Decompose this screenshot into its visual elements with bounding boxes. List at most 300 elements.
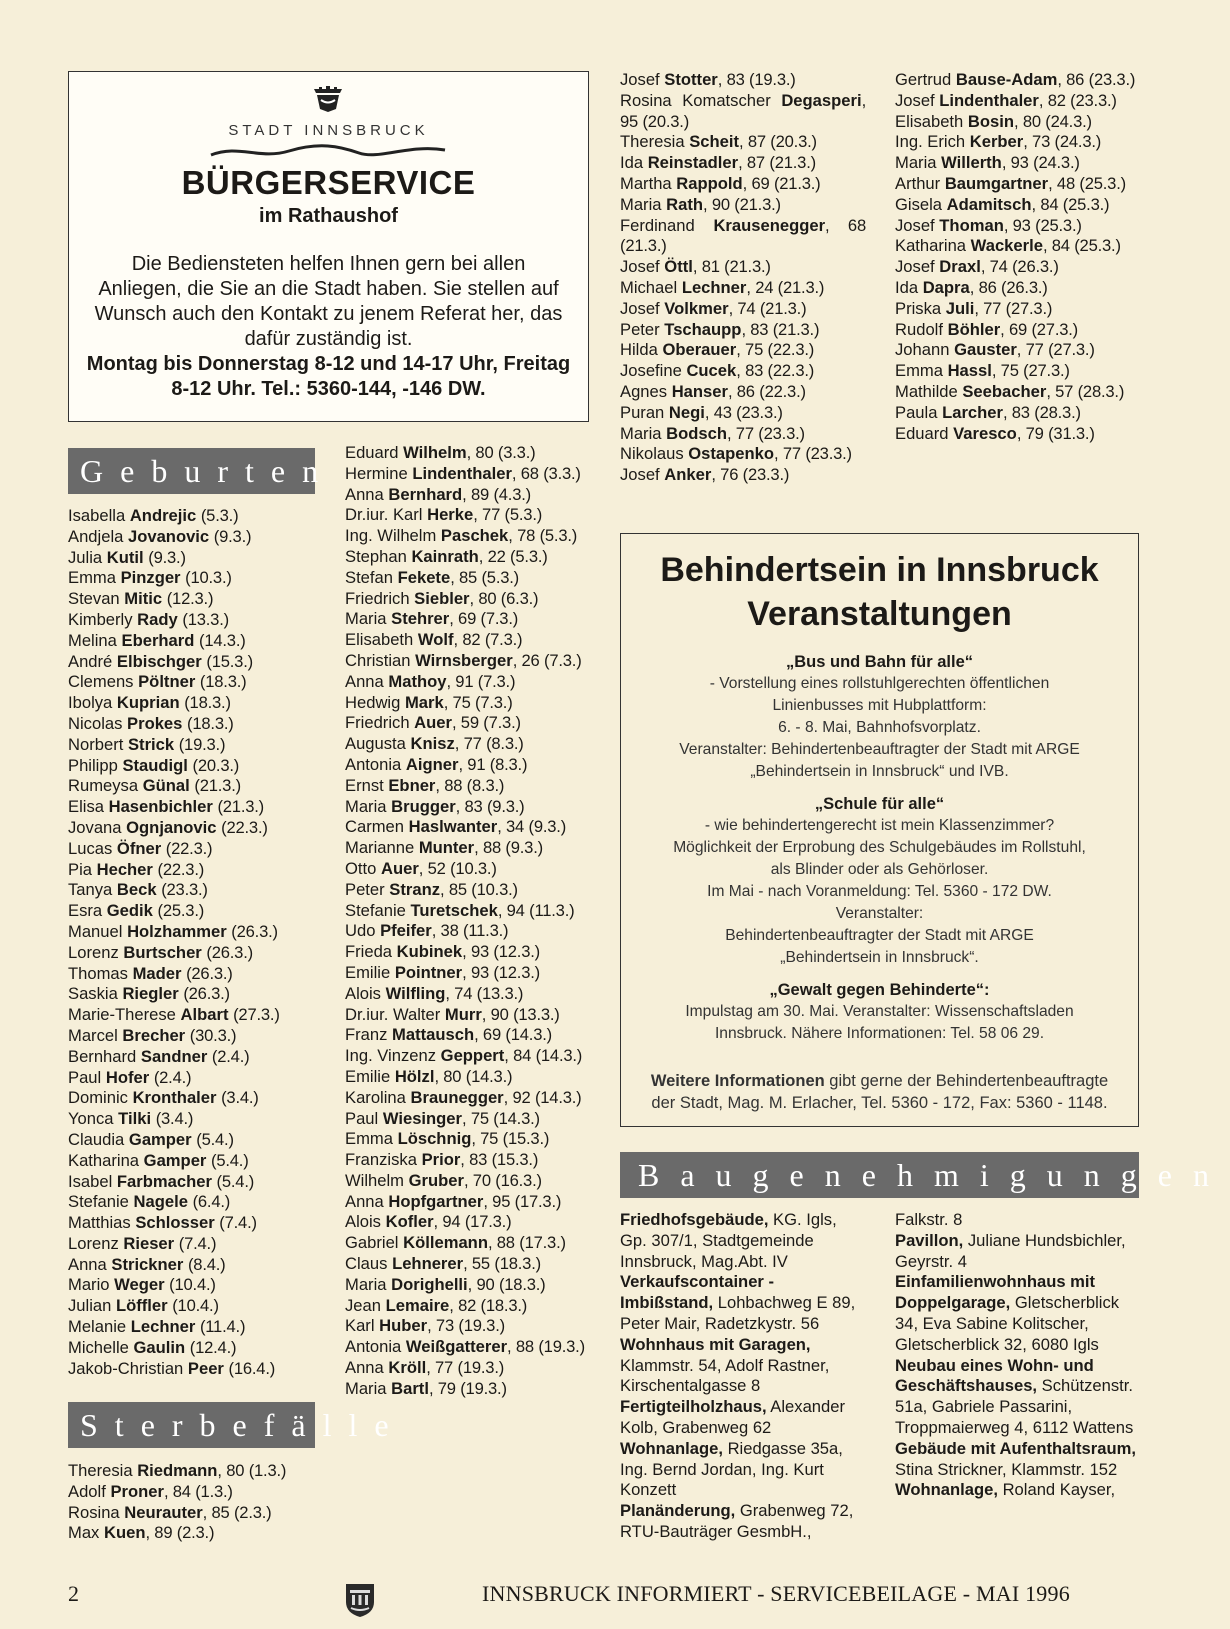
event-line: Innsbruck. Nähere Informationen: Tel. 58 06 29. (714, 1025, 1045, 1042)
age-date: , 80 (6.3.) (469, 588, 539, 608)
permit-item (620, 1439, 866, 1501)
first-name: Matthias (68, 1213, 131, 1233)
last-name: Löschnig (397, 1129, 472, 1149)
first-name: Claus (345, 1254, 388, 1274)
footer-title: INNSBRUCK INFORMIERT - SERVICEBEILAGE - MAI 1996 (482, 1581, 1070, 1606)
first-name: Josef (620, 298, 660, 318)
first-name: Lucas (68, 838, 113, 858)
date: (13.3.) (182, 609, 229, 629)
first-name: Jovana (68, 817, 122, 837)
last-name: Oberauer (662, 340, 737, 360)
buergerservice-subtitle: im Rathaushof (259, 205, 398, 227)
date: (8.4.) (187, 1254, 226, 1274)
sterbefaelle-list-1 (68, 1461, 330, 1544)
last-name: Beck (116, 880, 157, 900)
buergerservice-box (68, 71, 589, 422)
date: (26.3.) (183, 984, 230, 1004)
age-date: , 68 (21.3.) (620, 215, 866, 256)
list-item (620, 70, 866, 91)
permit-item (895, 1480, 1139, 1501)
list-item (895, 132, 1139, 153)
last-name: Lehnerer (392, 1254, 464, 1274)
last-name: Burtscher (123, 942, 202, 962)
list-item (895, 278, 1139, 299)
list-item (68, 527, 330, 548)
last-name: Bause-Adam (955, 70, 1058, 89)
list-item (895, 236, 1139, 257)
first-name: Franziska (345, 1150, 417, 1170)
date: (16.4.) (228, 1358, 276, 1378)
event-item (629, 793, 1130, 969)
list-item (345, 713, 591, 734)
last-name: Dorighelli (391, 1274, 468, 1294)
permit-details: Riedgasse 35a, Ing. Bernd Jordan, Ing. Kurt Konzett (620, 1438, 843, 1500)
age-date: , 75 (15.3.) (471, 1129, 550, 1149)
last-name: Fekete (397, 567, 451, 587)
list-item (620, 444, 866, 465)
first-name: Nikolaus (620, 444, 684, 464)
age-date: , 57 (28.3.) (1046, 381, 1125, 401)
age-date: , 74 (26.3.) (980, 257, 1059, 277)
last-name: Gedik (106, 901, 153, 921)
last-name: Köllemann (403, 1233, 488, 1253)
last-name: Aigner (405, 754, 459, 774)
first-name: Anna (345, 484, 384, 504)
event-line: - Vorstellung eines rollstuhlgerechten öffentlichen (709, 675, 1050, 692)
first-name: Karl (345, 1316, 375, 1336)
baugenehmigungen-list-1 (620, 1210, 866, 1543)
first-name: Katharina (68, 1150, 140, 1170)
permit-type: Gebäude mit Aufenthaltsraum, (895, 1438, 1136, 1458)
first-name: Maria (345, 609, 387, 629)
list-item (895, 424, 1139, 445)
age-date: , 82 (7.3.) (453, 630, 523, 650)
first-name: Emma (345, 1129, 393, 1149)
first-name: Jakob-Christian (68, 1358, 184, 1378)
last-name: Adamitsch (946, 194, 1032, 214)
date: (26.3.) (231, 921, 278, 941)
date: (9.3.) (148, 547, 186, 567)
age-date: , 80 (24.3.) (1014, 111, 1092, 131)
last-name: Lemaire (385, 1295, 450, 1315)
age-date: , 79 (31.3.) (1016, 423, 1095, 443)
last-name: Holzhammer (127, 921, 227, 941)
first-name: Dominic (68, 1088, 128, 1108)
last-name: Degasperi (781, 90, 862, 110)
date: (5.3.) (200, 506, 239, 525)
last-name: Brugger (391, 796, 456, 816)
last-name: Bernhard (388, 484, 463, 504)
age-date: , 92 (14.3.) (503, 1087, 582, 1107)
last-name: Draxl (939, 257, 981, 277)
permit-type: Fertigteilholzhaus, (620, 1397, 767, 1417)
date: (21.3.) (217, 797, 264, 817)
list-item (345, 797, 591, 818)
date: (2.4.) (153, 1067, 192, 1087)
last-name: Kainrath (411, 546, 479, 566)
first-name: Stefan (345, 567, 393, 587)
section-header-sterbefaelle: Sterbefälle (68, 1402, 315, 1448)
list-item (620, 278, 866, 299)
last-name: Reinstadler (647, 153, 739, 173)
last-name: Varesco (953, 423, 1017, 443)
age-date: , 73 (24.3.) (1023, 132, 1102, 152)
list-item (895, 257, 1139, 278)
list-item (345, 1379, 591, 1400)
first-name: Theresia (620, 132, 685, 152)
age-date: , 89 (2.3.) (145, 1523, 215, 1543)
permit-item (895, 1272, 1139, 1355)
last-name: Rady (137, 609, 178, 629)
list-item (345, 1150, 591, 1171)
first-name: Claudia (68, 1129, 125, 1149)
age-date: , 88 (8.3.) (435, 775, 505, 795)
buergerservice-body: Die Bediensteten helfen Ihnen gern bei allen Anliegen, die Sie an die Stadt haben. Sie stellen auf Wunsch auch den Kontakt zu jenem Referat her, das dafür zuständig ist. (94, 253, 563, 350)
age-date: , 87 (21.3.) (738, 153, 816, 173)
list-item (895, 112, 1139, 133)
first-name: Maria (620, 423, 662, 443)
date: (7.4.) (178, 1233, 217, 1253)
age-date: , 94 (17.3.) (433, 1212, 512, 1232)
first-name: Gertrud (895, 70, 952, 89)
first-name: Emilie (345, 1066, 391, 1086)
first-name: Ibolya (68, 693, 113, 713)
last-name: Herke (427, 505, 474, 525)
event-line: 6. - 8. Mai, Bahnhofsvorplatz. (778, 719, 981, 736)
last-name: Elbischger (116, 651, 202, 671)
first-name: Augusta (345, 734, 406, 754)
last-name: Rath (666, 194, 703, 214)
first-name: Arthur (895, 173, 941, 193)
last-name: Knisz (410, 734, 455, 754)
last-name: Hopfgartner (388, 1191, 484, 1211)
event-title: „Schule für alle“ (814, 795, 945, 813)
list-item (345, 817, 591, 838)
age-date: , 83 (9.3.) (455, 796, 525, 816)
last-name: Wolf (417, 630, 454, 650)
first-name: Josefine (620, 361, 682, 381)
event-line: Möglichkeit der Erprobung des Schulgebäudes im Rollstuhl, (673, 839, 1086, 856)
event-item (629, 651, 1130, 783)
first-name: Alois (345, 983, 381, 1003)
first-name: Clemens (68, 672, 134, 692)
list-item (68, 1005, 330, 1026)
list-item (68, 714, 330, 735)
geburten-list (68, 506, 330, 1379)
last-name: Seebacher (962, 381, 1047, 401)
last-name: Mark (404, 692, 444, 712)
permit-details: Grabenweg 72, RTU-Bauträger GesmbH., (620, 1501, 854, 1541)
list-item (345, 609, 591, 630)
list-item (68, 1109, 330, 1130)
event-line: Impulstag am 30. Mai. Veranstalter: Wissenschaftsladen (685, 1003, 1074, 1020)
list-item (345, 1254, 591, 1275)
date: (10.4.) (169, 1275, 216, 1295)
last-name: Pöltner (138, 672, 196, 692)
age-date: , 22 (5.3.) (478, 546, 548, 566)
first-name: Paul (345, 1108, 379, 1128)
list-item (895, 153, 1139, 174)
date: (21.3.) (194, 776, 241, 796)
permit-type: Wohnhaus mit Garagen, (620, 1334, 811, 1354)
list-item (345, 672, 591, 693)
date: (9.3.) (213, 526, 252, 546)
list-item (68, 672, 330, 693)
date: (22.3.) (165, 838, 213, 858)
permit-item (895, 1439, 1139, 1481)
first-name: Rudolf (895, 319, 943, 339)
permit-item (620, 1335, 866, 1397)
last-name: Hölzl (394, 1066, 435, 1086)
first-name: Hermine (345, 463, 408, 483)
list-item (345, 485, 591, 506)
age-date: , 84 (25.3.) (1042, 236, 1121, 256)
first-name: Marie-Therese (68, 1005, 176, 1025)
first-name: Josef (895, 90, 935, 110)
first-name: Julia (68, 547, 103, 567)
last-name: Rappold (676, 173, 743, 193)
more-info-line1: gibt gerne der Behindertenbeauftragte (824, 1072, 1109, 1090)
last-name: Gauster (954, 340, 1017, 360)
list-item (68, 568, 330, 589)
date: (11.4.) (199, 1317, 246, 1337)
list-item (620, 174, 866, 195)
first-name: Anna (345, 1358, 384, 1378)
last-name: Stehrer (391, 609, 450, 629)
last-name: Gamper (143, 1150, 207, 1170)
first-name: Emma (68, 568, 116, 588)
list-item (68, 1234, 330, 1255)
page-number: 2 (68, 1581, 79, 1606)
last-name: Baumgartner (944, 173, 1049, 193)
first-name: Nicolas (68, 713, 123, 733)
age-date: , 69 (7.3.) (449, 609, 519, 629)
last-name: Hassl (947, 361, 992, 381)
first-name: Rosina Komatscher (620, 90, 771, 110)
permit-type: Planänderung, (620, 1501, 736, 1521)
list-item (68, 818, 330, 839)
event-line: als Blinder oder als Gehörloser. (770, 861, 989, 878)
last-name: Scheit (689, 132, 739, 152)
last-name: Turetschek (410, 900, 498, 920)
list-item (620, 403, 866, 424)
last-name: Kuprian (116, 693, 180, 713)
age-date: , 77 (8.3.) (454, 734, 524, 754)
event-line: Veranstalter: Behindertenbeauftragter der Stadt mit ARGE (679, 741, 1080, 758)
permit-details: Klammstr. 54, Adolf Rastner, Kirschentalgasse 8 (620, 1355, 830, 1396)
age-date: , 83 (21.3.) (741, 319, 820, 339)
first-name: Johann (895, 340, 950, 360)
more-info-label: Weitere Informationen (650, 1072, 825, 1090)
last-name: Dapra (922, 277, 970, 297)
last-name: Paschek (440, 526, 509, 546)
last-name: Bodsch (666, 423, 727, 443)
first-name: Saskia (68, 984, 118, 1004)
last-name: Ognjanovic (126, 817, 217, 837)
last-name: Prokes (127, 713, 183, 733)
date: (22.3.) (221, 817, 268, 837)
last-name: Willerth (941, 153, 1002, 173)
first-name: Ing. Wilhelm (345, 526, 437, 546)
first-name: Lorenz (68, 1233, 119, 1253)
first-name: Elisabeth (895, 111, 964, 131)
first-name: Thomas (68, 963, 128, 983)
innsbruck-crest-icon (312, 85, 344, 113)
first-name: Friedrich (345, 588, 410, 608)
first-name: Elisa (68, 797, 104, 817)
first-name: Gabriel (345, 1233, 399, 1253)
list-item (620, 195, 866, 216)
age-date: , 91 (7.3.) (446, 671, 516, 691)
last-name: Stotter (664, 70, 718, 89)
last-name: Braunegger (410, 1087, 504, 1107)
list-item (345, 776, 591, 797)
age-date: , 77 (5.3.) (473, 505, 543, 525)
first-name: Pia (68, 859, 92, 879)
age-date: , 69 (14.3.) (474, 1025, 552, 1045)
last-name: Krausenegger (713, 215, 826, 235)
list-item (620, 257, 866, 278)
first-name: Christian (345, 650, 411, 670)
last-name: Sandner (140, 1046, 208, 1066)
list-item (68, 506, 330, 527)
list-item (345, 443, 591, 464)
permit-item (895, 1356, 1139, 1439)
first-name: Ida (620, 153, 644, 173)
first-name: Mario (68, 1275, 110, 1295)
age-date: , 83 (15.3.) (460, 1150, 539, 1170)
age-date: , 75 (14.3.) (462, 1108, 540, 1128)
first-name: Kimberly (68, 609, 133, 629)
last-name: Schlosser (135, 1213, 215, 1233)
last-name: Wackerle (970, 236, 1043, 256)
last-name: Mattausch (392, 1025, 475, 1045)
age-date: , 77 (23.3.) (774, 444, 852, 464)
age-date: , 84 (14.3.) (504, 1046, 583, 1066)
first-name: Lorenz (68, 942, 119, 962)
last-name: Ostapenko (688, 444, 775, 464)
last-name: Pinzger (120, 568, 181, 588)
permit-type: Neubau eines Wohn- und Geschäftshauses, (895, 1355, 1094, 1396)
list-item (345, 526, 591, 547)
first-name: Isabel (68, 1171, 113, 1191)
list-item (68, 589, 330, 610)
age-date: , 69 (21.3.) (742, 173, 821, 193)
list-item (68, 1482, 330, 1503)
permit-details: Lohbachweg E 89, Peter Mair, Radetzkystr. 56 (620, 1293, 856, 1333)
first-name: Julian (68, 1296, 112, 1316)
last-name: Peer (187, 1358, 224, 1378)
age-date: , 74 (21.3.) (728, 298, 807, 318)
date: (30.3.) (189, 1025, 237, 1045)
first-name: Melina (68, 630, 117, 650)
last-name: Haslwanter (408, 817, 498, 837)
list-item (345, 464, 591, 485)
last-name: Murr (444, 1004, 482, 1024)
age-date: , 52 (10.3.) (418, 858, 497, 878)
event-title: „Gewalt gegen Behinderte“: (769, 981, 990, 999)
age-date: , 38 (11.3.) (431, 921, 509, 941)
age-date: , 83 (19.3.) (717, 70, 796, 89)
last-name: Kutil (106, 547, 144, 567)
first-name: Josef (895, 215, 935, 235)
first-name: Michael (620, 277, 678, 297)
permit-details: KG. Igls, Gp. 307/1, Stadtgemeinde Innsbruck, Mag.Abt. IV (620, 1210, 837, 1271)
list-item (68, 1192, 330, 1213)
age-date: , 85 (2.3.) (202, 1502, 272, 1522)
first-name: Rumeysa (68, 776, 139, 796)
age-date: , 85 (5.3.) (450, 567, 520, 587)
last-name: Tschaupp (664, 319, 742, 339)
last-name: Bosin (967, 111, 1014, 131)
age-date: , 90 (21.3.) (703, 194, 781, 214)
last-name: Wiesinger (382, 1108, 462, 1128)
list-item (68, 631, 330, 652)
date: (27.3.) (233, 1005, 280, 1025)
age-date: , 94 (11.3.) (497, 900, 575, 920)
first-name: Anna (345, 1191, 384, 1211)
first-name: Jean (345, 1295, 381, 1315)
list-item (345, 901, 591, 922)
permit-item (620, 1501, 866, 1543)
last-name: Hecher (96, 859, 153, 879)
list-item (345, 984, 591, 1005)
first-name: Elisabeth (345, 630, 414, 650)
first-name: Ferdinand (620, 215, 695, 235)
list-item (68, 1317, 330, 1338)
first-name: Otto (345, 858, 377, 878)
first-name: Paula (895, 402, 938, 422)
list-item (345, 1233, 591, 1254)
date: (10.4.) (172, 1296, 219, 1316)
age-date: , 77 (19.3.) (426, 1358, 505, 1378)
first-name: Stephan (345, 546, 407, 566)
list-item (68, 839, 330, 860)
list-item (345, 1046, 591, 1067)
age-date: , 55 (18.3.) (463, 1254, 541, 1274)
permit-item (895, 1231, 1139, 1273)
list-item (68, 1213, 330, 1234)
last-name: Mader (132, 963, 182, 983)
list-item (68, 756, 330, 777)
age-date: , 84 (1.3.) (163, 1481, 233, 1501)
age-date: , 73 (19.3.) (427, 1316, 505, 1336)
permit-type: Friedhofsgebäude, (620, 1210, 769, 1229)
permit-type: Pavillon, (895, 1230, 964, 1250)
list-item (68, 901, 330, 922)
date: (3.4.) (155, 1109, 194, 1129)
last-name: Weißgatterer (405, 1337, 508, 1357)
list-item (68, 1047, 330, 1068)
last-name: Ebner (388, 775, 436, 795)
age-date: , 93 (12.3.) (462, 962, 540, 982)
list-item (68, 693, 330, 714)
permit-details: Gletscherblick 34, Eva Sabine Kolitscher, Gletscherblick 32, 6080 Igls (895, 1293, 1120, 1354)
list-item (68, 922, 330, 943)
age-date: , 79 (19.3.) (428, 1378, 507, 1398)
last-name: Negi (668, 402, 705, 422)
first-name: Hedwig (345, 692, 401, 712)
first-name: Adolf (68, 1481, 106, 1501)
first-name: Eduard (895, 423, 949, 443)
list-item (345, 1337, 591, 1358)
list-item (345, 963, 591, 984)
last-name: Wirnsberger (415, 650, 513, 670)
first-name: Peter (620, 319, 660, 339)
first-name: Alois (345, 1212, 381, 1232)
first-name: Hilda (620, 340, 658, 360)
last-name: Prior (421, 1150, 461, 1170)
